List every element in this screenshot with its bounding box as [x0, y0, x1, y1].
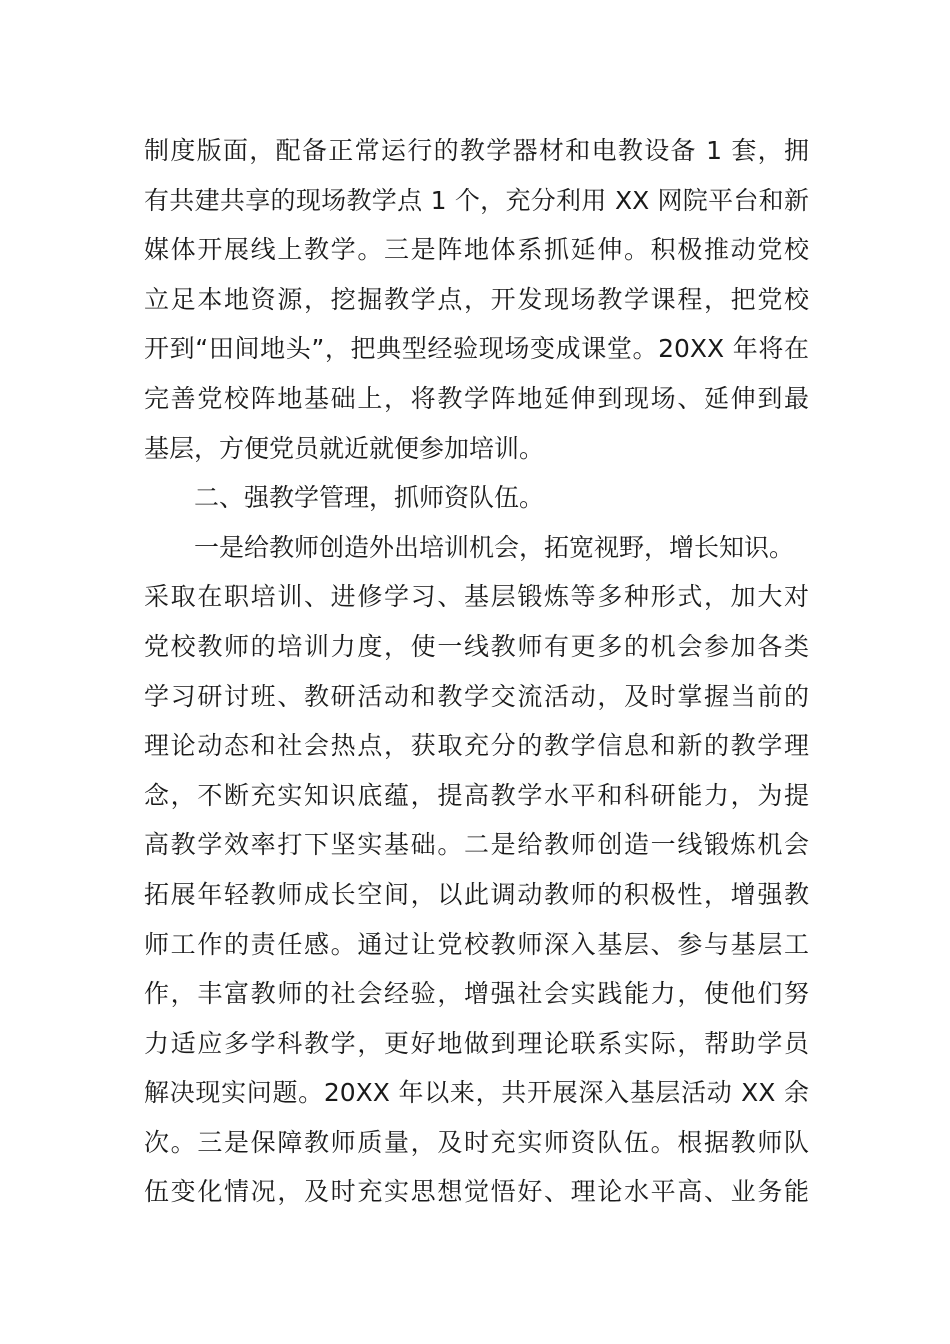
text-line: 解决现实问题。20XX 年以来，共开展深入基层活动 XX 余 — [144, 1078, 809, 1108]
text-line: 学习研讨班、教研活动和教学交流活动，及时掌握当前的 — [144, 681, 809, 711]
text-line: 党校教师的培训力度，使一线教师有更多的机会参加各类 — [144, 631, 809, 661]
text-line: 有共建共享的现场教学点 1 个，充分利用 XX 网院平台和新 — [144, 185, 809, 215]
text-line: 完善党校阵地基础上，将教学阵地延伸到现场、延伸到最 — [144, 383, 809, 413]
text-line: 作，丰富教师的社会经验，增强社会实践能力，使他们努 — [144, 979, 809, 1009]
text-line: 次。三是保障教师质量，及时充实师资队伍。根据教师队 — [144, 1127, 809, 1157]
paragraph-first-line: 一是给教师创造外出培训机会，拓宽视野，增长知识。 — [194, 532, 795, 562]
text-line: 高教学效率打下坚实基础。二是给教师创造一线锻炼机会 — [144, 830, 809, 860]
text-line: 制度版面，配备正常运行的教学器材和电教设备 1 套，拥 — [144, 136, 809, 165]
text-line: 拓展年轻教师成长空间，以此调动教师的积极性，增强教 — [144, 879, 809, 909]
body-text — [144, 126, 809, 1217]
text-line: 媒体开展线上教学。三是阵地体系抓延伸。积极推动党校 — [144, 235, 809, 265]
section-heading: 二、强教学管理，抓师资队伍。 — [194, 483, 545, 513]
text-line: 念，不断充实知识底蕴，提高教学水平和科研能力，为提 — [144, 780, 809, 810]
text-line: 师工作的责任感。通过让党校教师深入基层、参与基层工 — [144, 929, 809, 959]
text-line: 力适应多学科教学，更好地做到理论联系实际，帮助学员 — [144, 1028, 809, 1058]
text-line: 采取在职培训、进修学习、基层锻炼等多种形式，加大对 — [144, 582, 809, 612]
text-line: 立足本地资源，挖掘教学点，开发现场教学课程，把党校 — [144, 284, 809, 314]
text-line: 基层，方便党员就近就便参加培训。 — [144, 433, 545, 463]
text-line: 伍变化情况，及时充实思想觉悟好、理论水平高、业务能 — [144, 1177, 809, 1207]
text-line: 开到“田间地头”，把典型经验现场变成课堂。20XX 年将在 — [144, 334, 809, 364]
text-line: 理论动态和社会热点，获取充分的教学信息和新的教学理 — [144, 731, 809, 761]
